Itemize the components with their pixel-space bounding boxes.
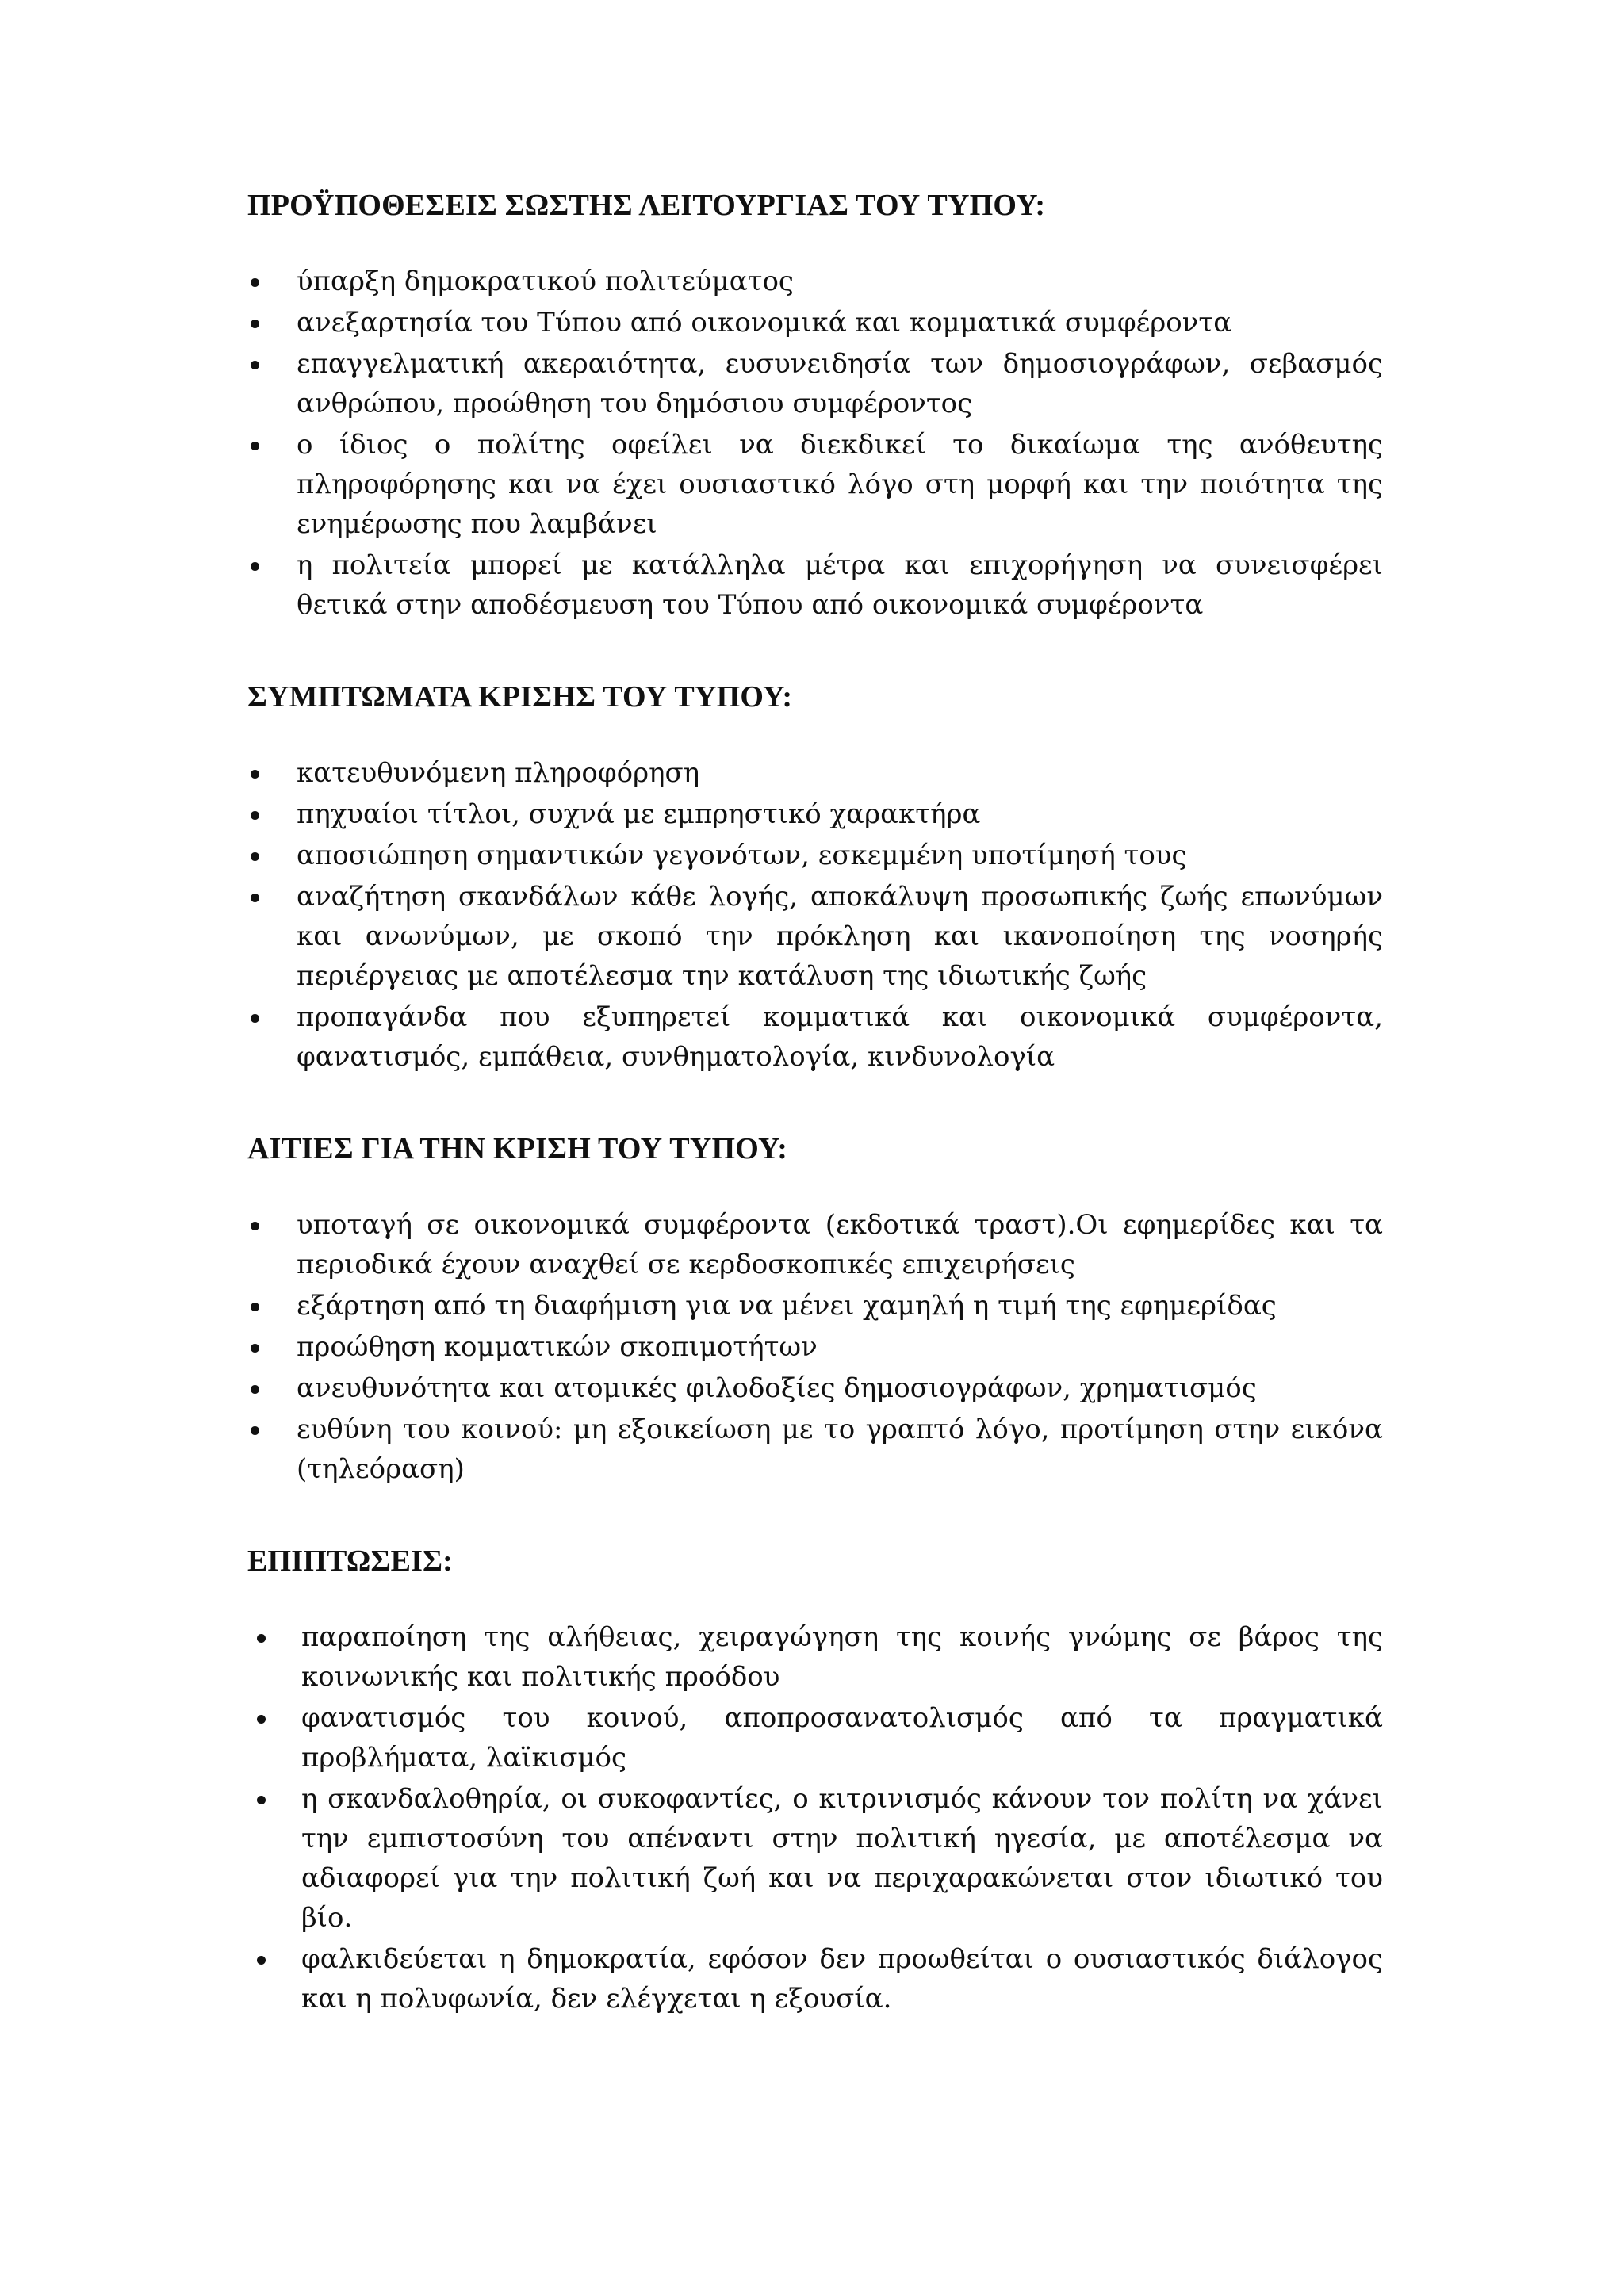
list-item-text: προπαγάνδα που εξυπηρετεί κομματικά και οικονομικά συμφέροντα, φανατισμός, εμπάθεια, συνθηματολογία, κινδυνολογία [297,1001,1383,1073]
list-item [247,753,1383,793]
bullet-icon [257,1956,266,1965]
bullet-list [247,1617,1383,2019]
list-item-text: προώθηση κομματικών σκοπιμοτήτων [297,1331,818,1363]
list-item [247,1779,1383,1938]
bullet-list [247,1205,1383,1489]
section-causes [247,1129,1383,1489]
list-item [247,1286,1383,1326]
list-item [247,794,1383,834]
list-item [247,425,1383,544]
list-item [247,1205,1383,1284]
list-item [247,545,1383,625]
list-item-text: ευθύνη του κοινού: μη εξοικείωση με το γραπτό λόγο, προτίμηση στην εικόνα (τηλεόραση) [297,1414,1383,1485]
bullet-icon [257,1715,266,1724]
list-item-text: πηχυαίοι τίτλοι, συχνά με εμπρηστικό χαρακτήρα [297,798,981,830]
list-item [247,1698,1383,1777]
bullet-list [247,753,1383,1077]
list-item [247,1368,1383,1408]
list-item [247,836,1383,875]
section-heading: ΕΠΙΠΤΩΣΕΙΣ: [247,1544,454,1578]
list-item [247,1939,1383,2019]
list-item [247,262,1383,301]
list-item [247,1327,1383,1367]
bullet-icon [257,1796,266,1804]
list-item-text: επαγγελματική ακεραιότητα, ευσυνειδησία των δημοσιογράφων, σεβασμός ανθρώπου, προώθηση του δημόσιου συμφέροντος [297,348,1383,419]
list-item [247,1410,1383,1489]
list-item-text: ανεξαρτησία του Τύπου από οικονομικά και κομματικά συμφέροντα [297,307,1232,339]
list-item-text: η σκανδαλοθηρία, οι συκοφαντίες, ο κιτρινισμός κάνουν τον πολίτη να χάνει την εμπιστοσύνη του απέναντι στην πολιτική ηγεσία, με αποτέλεσμα να αδιαφορεί για την πολιτική ζωή και να περιχαρακώνεται στον ιδιωτικό του βίο. [301,1783,1383,1934]
list-item [247,1617,1383,1697]
list-item-text: παραποίηση της αλήθειας, χειραγώγηση της κοινής γνώμης σε βάρος της κοινωνικής και πολιτικής προόδου [301,1621,1383,1693]
section-consequences [247,1541,1383,2019]
list-item [247,303,1383,342]
bullet-icon [251,320,259,328]
bullet-icon [251,562,259,571]
list-item [247,344,1383,423]
section-heading: ΣΥΜΠΤΩΜΑΤΑ ΚΡΙΣΗΣ ΤΟΥ ΤΥΠΟΥ: [247,680,793,714]
document-page [247,186,1383,2020]
bullet-icon [257,1634,266,1643]
list-item-text: κατευθυνόμενη πληροφόρηση [297,757,700,789]
bullet-list [247,262,1383,625]
list-item-text: ύπαρξη δημοκρατικού πολιτεύματος [297,266,794,297]
bullet-icon [251,278,259,287]
bullet-icon [251,1385,259,1394]
list-item-text: η πολιτεία μπορεί με κατάλληλα μέτρα και επιχορήγηση να συνεισφέρει θετικά στην αποδέσμευση του Τύπου από οικονομικά συμφέροντα [297,549,1383,621]
bullet-icon [251,1014,259,1023]
bullet-icon [251,361,259,369]
bullet-icon [251,770,259,779]
bullet-icon [251,811,259,820]
bullet-icon [251,852,259,861]
list-item-text: αναζήτηση σκανδάλων κάθε λογής, αποκάλυψη προσωπικής ζωής επωνύμων και ανωνύμων, με σκοπό την πρόκληση και ικανοποίηση της νοσηρής περιέργειας με αποτέλεσμα την κατάλυση της ιδιωτικής ζωής [297,881,1383,992]
section-heading: ΑΙΤΙΕΣ ΓΙΑ ΤΗΝ ΚΡΙΣΗ ΤΟΥ ΤΥΠΟΥ: [247,1132,788,1165]
list-item-text: ανευθυνότητα και ατομικές φιλοδοξίες δημοσιογράφων, χρηματισμός [297,1372,1257,1404]
list-item-text: υποταγή σε οικονομικά συμφέροντα (εκδοτικά τραστ).Οι εφημερίδες και τα περιοδικά έχουν αναχθεί σε κερδοσκοπικές επιχειρήσεις [297,1209,1383,1280]
list-item [247,997,1383,1077]
bullet-icon [251,894,259,902]
bullet-icon [251,1222,259,1230]
bullet-icon [251,1303,259,1311]
bullet-icon [251,442,259,450]
list-item-text: ο ίδιος ο πολίτης οφείλει να διεκδικεί το δικαίωμα της ανόθευτης πληροφόρησης και να έχει ουσιαστικό λόγο στη μορφή και την ποιότητα της ενημέρωσης που λαμβάνει [297,429,1383,540]
list-item-text: αποσιώπηση σημαντικών γεγονότων, εσκεμμένη υποτίμησή τους [297,840,1187,871]
list-item-text: φανατισμός του κοινού, αποπροσανατολισμός από τα πραγματικά προβλήματα, λαϊκισμός [301,1702,1383,1774]
list-item-text: εξάρτηση από τη διαφήμιση για να μένει χαμηλή η τιμή της εφημερίδας [297,1290,1277,1322]
list-item-text: φαλκιδεύεται η δημοκρατία, εφόσον δεν προωθείται ο ουσιαστικός διάλογος και η πολυφωνία, δεν ελέγχεται η εξουσία. [301,1943,1383,2015]
bullet-icon [251,1344,259,1353]
section-symptoms [247,677,1383,1077]
list-item [247,877,1383,996]
section-preconditions [247,186,1383,625]
section-heading: ΠΡΟΫΠΟΘΕΣΕΙΣ ΣΩΣΤΗΣ ΛΕΙΤΟΥΡΓΙΑΣ ΤΟΥ ΤΥΠΟΥ: [247,189,1046,222]
bullet-icon [251,1426,259,1435]
